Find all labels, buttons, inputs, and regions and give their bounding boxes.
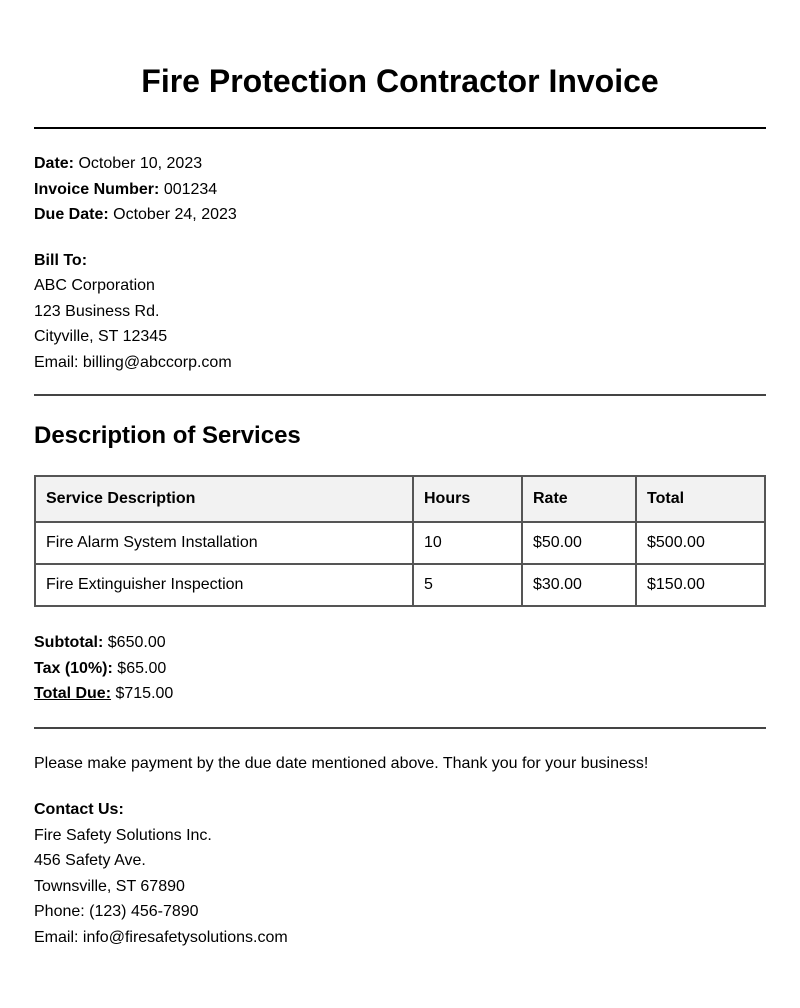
- bill-to-company: ABC Corporation: [34, 277, 155, 294]
- table-row: [35, 564, 765, 606]
- section-divider: [34, 727, 766, 729]
- total-due-value: $715.00: [115, 685, 174, 702]
- invoice-meta: [34, 151, 766, 228]
- invoice-number-label: Invoice Number:: [34, 180, 160, 198]
- tax-line: [34, 656, 766, 682]
- contact-city: Townsville, ST 67890: [34, 877, 185, 895]
- invoice-title: Fire Protection Contractor Invoice: [141, 63, 659, 99]
- subtotal-label: Subtotal:: [34, 634, 104, 651]
- total-due-line: [34, 681, 766, 707]
- column-header-total: Total: [636, 476, 765, 522]
- contact-block: [34, 797, 766, 950]
- contact-email: Email: info@firesafetysolutions.com: [34, 928, 288, 946]
- table-row: [35, 522, 765, 564]
- due-date-label: Due Date:: [34, 206, 109, 223]
- date-value: October 10, 2023: [78, 155, 203, 172]
- hours-cell: 10: [413, 522, 522, 564]
- bill-to-label: Bill To:: [34, 251, 88, 269]
- payment-note: Please make payment by the due date mentioned above. Thank you for your business!: [34, 754, 649, 772]
- invoice-number-line: [34, 177, 766, 203]
- bill-to-city: Cityville, ST 12345: [34, 328, 168, 345]
- invoice-number-value: 001234: [163, 180, 218, 198]
- service-description-cell: Fire Extinguisher Inspection: [35, 564, 413, 606]
- date-line: [34, 151, 766, 177]
- contact-street: 456 Safety Ave.: [34, 852, 146, 869]
- column-header-rate: Rate: [522, 476, 636, 522]
- date-label: Date:: [34, 155, 75, 172]
- column-header-description: Service Description: [35, 476, 413, 522]
- service-description-cell: Fire Alarm System Installation: [35, 522, 413, 564]
- total-due-label: Total Due:: [34, 685, 112, 702]
- table-header-row: [35, 476, 765, 522]
- column-header-hours: Hours: [413, 476, 522, 522]
- services-heading: Description of Services: [34, 422, 301, 449]
- contact-label: Contact Us:: [34, 801, 124, 818]
- totals-block: [34, 630, 766, 707]
- subtotal-line: [34, 630, 766, 656]
- services-table: [34, 475, 766, 607]
- rate-cell: $50.00: [522, 522, 636, 564]
- bill-to-block: [34, 248, 766, 376]
- subtotal-value: $650.00: [107, 634, 166, 651]
- tax-value: $65.00: [117, 659, 167, 677]
- bill-to-email: Email: billing@abccorp.com: [34, 353, 232, 371]
- rate-cell: $30.00: [522, 564, 636, 606]
- contact-company: Fire Safety Solutions Inc.: [34, 826, 212, 844]
- due-date-value: October 24, 2023: [113, 206, 237, 223]
- hours-cell: 5: [413, 564, 522, 606]
- due-date-line: [34, 202, 766, 228]
- section-divider: [34, 394, 766, 396]
- bill-to-street: 123 Business Rd.: [34, 302, 160, 320]
- title-divider: [34, 127, 766, 129]
- contact-phone: Phone: (123) 456-7890: [34, 903, 199, 920]
- total-cell: $500.00: [636, 522, 765, 564]
- total-cell: $150.00: [636, 564, 765, 606]
- tax-label: Tax (10%):: [34, 659, 113, 677]
